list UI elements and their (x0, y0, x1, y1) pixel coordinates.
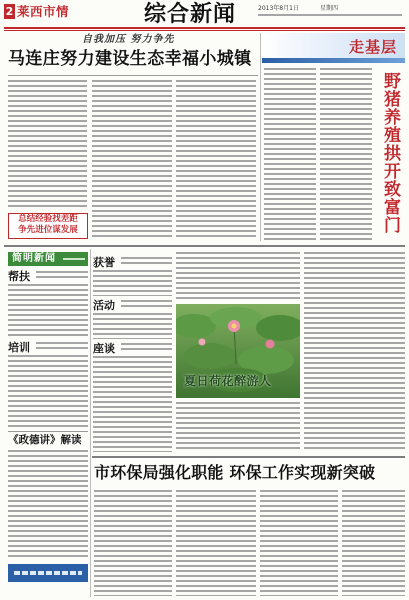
bottom-body-column-4 (342, 490, 405, 596)
lead-kicker: 自我加压 努力争先 (82, 34, 175, 45)
brief-tag: 帮扶 (8, 270, 30, 283)
brief-tag: 培训 (8, 341, 30, 354)
column-body (8, 450, 88, 558)
brief-body (121, 257, 172, 267)
lead-body-column-2 (92, 80, 172, 240)
brief-body (93, 270, 172, 296)
brief-body (8, 355, 88, 429)
callout-line-2: 争先进位谋发展 (18, 225, 78, 235)
brief-body (36, 271, 88, 281)
party-banner (8, 564, 88, 582)
brief-body (121, 343, 172, 353)
masthead-rule-thin (4, 30, 405, 31)
photo-story-body (176, 252, 300, 300)
brief-body (36, 342, 88, 352)
lead-body-column-1 (8, 80, 87, 210)
lead-callout-box (8, 213, 88, 239)
briefs-banner-title: 简明新闻 (12, 253, 56, 264)
brand-logo: 莱西市情 (17, 4, 70, 19)
section-divider (92, 456, 405, 458)
briefs-banner (8, 252, 88, 266)
feature-body-column-2 (320, 68, 372, 240)
editor-line (258, 14, 402, 16)
brief-body (8, 284, 88, 338)
photo-story-body (304, 252, 405, 452)
bottom-headline: 市环保局强化职能 环保工作实现新突破 (94, 463, 376, 482)
bottom-body-column-1 (94, 490, 172, 596)
feature-body-column-1 (264, 68, 316, 240)
lead-headline-rule (8, 75, 258, 76)
masthead-rule (4, 27, 405, 29)
feature-banner-strip (262, 58, 405, 63)
feature-banner-title: 走基层 (348, 38, 397, 56)
lead-headline: 马连庄努力建设生态幸福小城镇 (8, 49, 252, 69)
brief-tag: 座谈 (93, 342, 115, 355)
feature-headline: 野猪养殖拱开致富门 (380, 72, 400, 234)
column-title: 《政德讲》解读 (8, 434, 82, 446)
section-divider (4, 245, 405, 247)
callout-line-1: 总结经验找差距 (18, 214, 78, 224)
feature-banner (262, 33, 405, 63)
party-banner-lettering (14, 571, 82, 575)
section-title: 综合新闻 (144, 2, 237, 27)
brief-body (93, 313, 172, 339)
lead-body-column-3 (176, 80, 256, 240)
brief-body (121, 300, 172, 310)
column-divider (260, 33, 261, 241)
issue-date: 2013年8月1日 (258, 5, 299, 12)
issue-weekday: 星期四 (320, 5, 339, 12)
brief-tag: 活动 (93, 299, 115, 312)
lotus-photo (176, 304, 300, 398)
bottom-body-column-2 (176, 490, 256, 596)
column-divider (8, 431, 88, 432)
bottom-body-column-3 (260, 490, 338, 596)
briefs-banner-ornament (63, 258, 85, 260)
column-divider (90, 249, 91, 597)
page-number-badge: 2 (5, 5, 14, 18)
photo-story-body (176, 402, 300, 452)
photo-caption: 夏日荷花醉游人 (184, 374, 272, 388)
brief-tag: 获誉 (93, 256, 115, 269)
brief-body (93, 356, 172, 452)
